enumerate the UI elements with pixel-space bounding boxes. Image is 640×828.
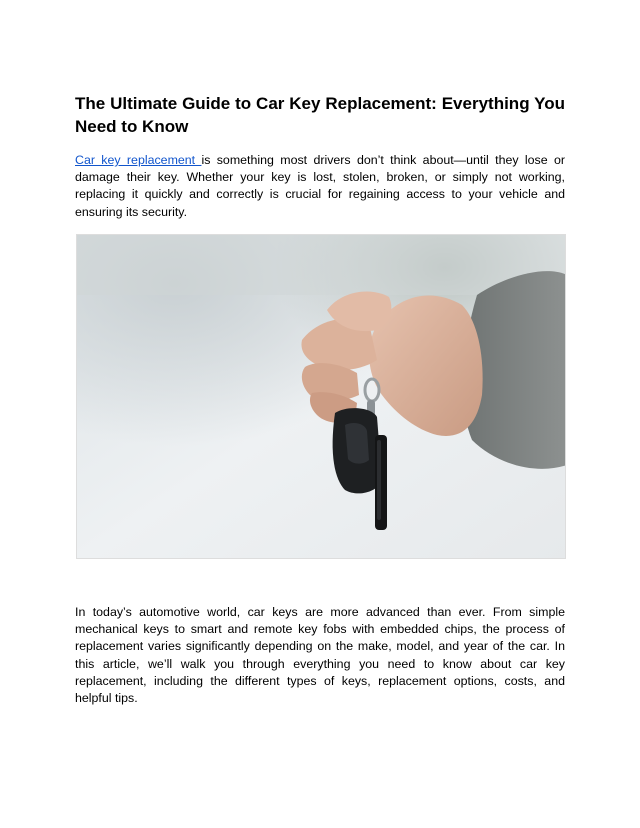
body-paragraph: In today’s automotive world, car keys are more advanced than ever. From simple mechanical keys to smart and remote key fobs with embedded chips, the process of replacement varies significantly depending on the make, model, and year of the car. In this article, we’ll walk you through everything you need to know about car key replacement, including the different types of keys, replacement options, costs, and helpful tips. xyxy=(75,605,565,706)
car-key-photo xyxy=(76,234,566,559)
article-title: The Ultimate Guide to Car Key Replacement: Everything You Need to Know xyxy=(75,94,565,136)
intro-paragraph xyxy=(75,152,565,221)
intro-text: is something most drivers don’t think about—until they lose or damage their key. Whether your key is lost, stolen, broken, or simply not working, replacing it quickly and correctly is crucial for regaining access to your vehicle and ensuring its security. xyxy=(75,153,565,219)
car-key-replacement-link[interactable]: Car key replacement xyxy=(75,153,202,167)
